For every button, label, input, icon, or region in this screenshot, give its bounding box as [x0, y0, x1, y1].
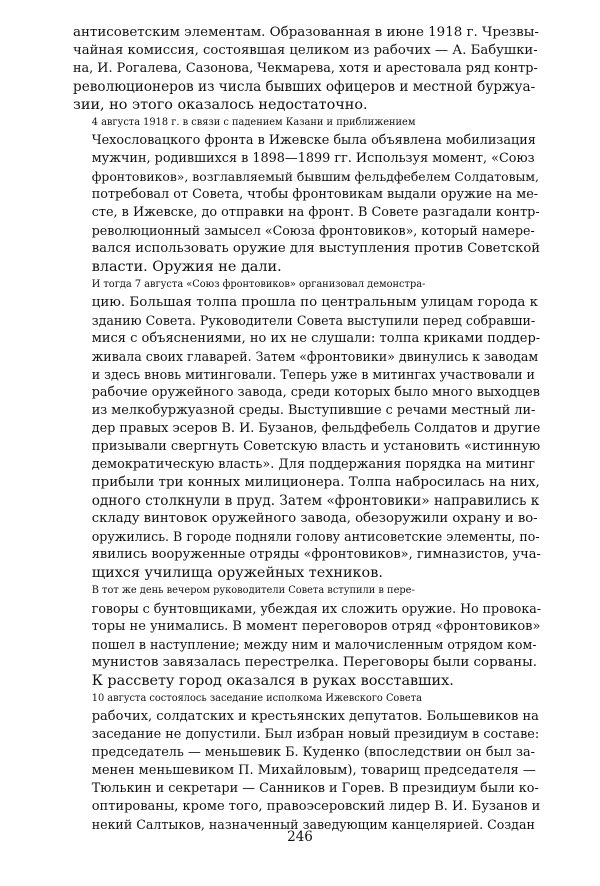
text-line: революционный замысел «Союза фронтовиков», который намере- [91, 223, 535, 238]
text-line: живала своих главарей. Затем «фронтовики» двинулись к заводам [91, 349, 539, 364]
text-line: оружились. В городе подняли голову антисоветские элементы, по- [91, 529, 540, 544]
text-line: В тот же день вечером руководители Совета вступили в пере- [91, 585, 415, 596]
text-line: пошел в наступление; между ним и малочисленным отрядом ком- [91, 637, 537, 652]
text-line: 10 августа состоялось заседание исполкома Ижевского Совета [91, 693, 422, 704]
text-line: призывали свергнуть Советскую власть и установить «истинную [91, 439, 541, 454]
text-line: сте, в Ижевске, до отправки на фронт. В Совете разгадали контр- [91, 205, 540, 220]
text-line: явились вооруженные отряды «фронтовиков», гимназистов, уча- [91, 547, 541, 562]
text-line: дер правых эсеров В. И. Бузанов, фельдфебель Солдатов и другие [91, 421, 541, 436]
text-line: фронтовиков», возглавляемый бывшим фельдфебелем Солдатовым, [91, 169, 539, 184]
text-line: щихся училища оружейных техников. [91, 565, 383, 581]
text-line: говоры с бунтовщиками, убеждая их сложить оружие. Но провока- [91, 601, 542, 616]
text-line: рабочие оружейного завода, среди которых было много выходцев [91, 385, 540, 400]
text-line: торы не унимались. В момент переговоров отряд «фронтовиков» [91, 619, 541, 634]
text-line: прибыли три конных милиционера. Толпа набросилась на них, [91, 475, 540, 490]
text-line: заседание не допустили. Был избран новый президиум в составе: [91, 727, 540, 742]
text-line: мися с объяснениями, но их не слушали: толпа криками поддер- [91, 331, 541, 346]
paragraph-1 [73, 24, 541, 114]
text-line: Тюлькин и секретари — Санников и Горев. В президиум были ко- [91, 781, 539, 796]
text-line: потребовал от Совета, чтобы фронтовикам выдали оружие на ме- [91, 187, 539, 202]
text-line: революционеров из числа бывших офицеров и местной буржуа- [73, 79, 536, 95]
page-number: 246 [287, 829, 313, 845]
paragraph-5 [73, 690, 541, 834]
text-line: рабочих, солдатских и крестьянских депутатов. Большевиков на [91, 709, 539, 724]
text-line: председатель — меньшевик Б. Куденко (впоследствии он был за- [91, 745, 535, 760]
text-line: чайная комиссия, состоявшая целиком из рабочих — А. Бабушки- [73, 43, 538, 58]
text-line: 4 августа 1918 г. в связи с падением Казани и приближением [91, 117, 416, 128]
text-line: оптированы, кроме того, правоэсеровский лидер В. И. Бузанов и [91, 799, 541, 814]
text-line: менен меньшевиком П. Михайловым), товарищ председателя — [91, 763, 536, 778]
text-line: власти. Оружия не дали. [91, 259, 282, 275]
text-line: некий Салтыков, назначенный заведующим канцелярией. Создан [91, 817, 535, 832]
text-line: и здесь вновь митинговали. Теперь уже в митингах участвовали и [91, 367, 535, 382]
paragraph-2 [73, 114, 541, 276]
text-line: мужчин, родившихся в 1898—1899 гг. Используя момент, «Союз [91, 151, 535, 166]
text-line: И тогда 7 августа «Союз фронтовиков» организовал демонстра- [91, 279, 426, 290]
text-line: демократическую власть». Для поддержания порядка на митинг [91, 457, 535, 472]
text-line: зии, но этого оказалось недостаточно. [73, 97, 368, 113]
text-line: цию. Большая толпа прошла по центральным улицам города к [91, 295, 539, 310]
text-line: вался использовать оружие для выступления против Советской [91, 241, 541, 256]
text-line: зданию Совета. Руководители Совета выступили перед собравши- [91, 313, 536, 328]
text-line: антисоветским элементам. Образованная в июне 1918 г. Чрезвы- [73, 25, 539, 40]
text-line: К рассвету город оказался в руках восставших. [91, 673, 454, 689]
text-line: складу винтовок оружейного завода, обезоружили охрану и во- [91, 511, 538, 526]
page-body [73, 24, 541, 834]
text-line: на, И. Рогалева, Сазонова, Чекмарева, хотя и арестовала ряд контр- [73, 61, 538, 76]
text-line: из мелкобуржуазной среды. Выступившие с речами местный ли- [91, 403, 536, 418]
paragraph-3 [73, 276, 541, 582]
text-line: Чехословацкого фронта в Ижевске была объявлена мобилизация [91, 133, 536, 148]
paragraph-4 [73, 582, 541, 690]
text-line: мунистов завязалась перестрелка. Переговоры были сорваны. [91, 655, 538, 670]
text-line: одного столкнули в пруд. Затем «фронтовики» направились к [91, 493, 540, 509]
